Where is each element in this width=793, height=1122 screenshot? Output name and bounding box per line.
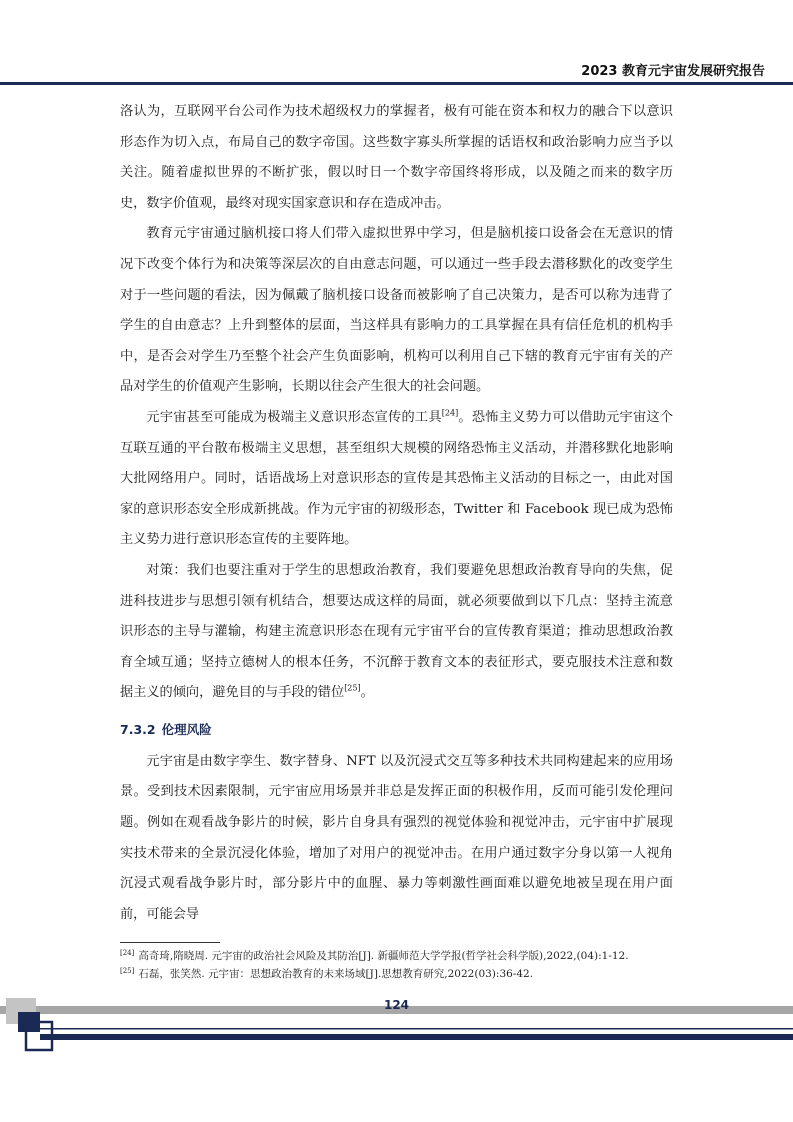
footnote-24 [120,948,680,964]
footer-thin-line [40,1028,793,1030]
citation-25[interactable]: [25] [344,683,361,693]
paragraph-3 [120,403,673,556]
footnote-25 [120,966,680,982]
footnote-text: 石磊，张笑然. 元宇宙：思想政治教育的未来场域[J].思想教育研究,2022(03):36-42. [138,968,534,980]
footnote-mark: [25] [120,966,135,975]
section-number: 7.3.2 [120,721,156,737]
footnote-mark: [24] [120,948,135,957]
report-title: 2023 教育元宇宙发展研究报告 [581,64,765,79]
footnote-rule [120,942,220,943]
header-rule [0,82,793,85]
paragraph-5: 元宇宙是由数字孪生、数字替身、NFT 以及沉浸式交互等多种技术共同构建起来的应用场景。受到技术因素限制，元宇宙应用场景并非总是发挥正面的积极作用，反而可能引发伦理问题。例如在观看战争影片的时候，影片自身具有强烈的视觉体验和视觉冲击，元宇宙中扩展现实技术带来的全景沉浸化体验，增加了对用户的视觉冲击。在用户通过数字分身以第一人视角沉浸式观看战争影片时，部分影片中的血腥、暴力等刺激性画面难以避免地被呈现在用户面前，可能会导 [120,753,673,922]
footer-dark-band [40,1034,793,1040]
paragraph-4-part-a: 对策：我们也要注重对于学生的思想政治教育，我们要避免思想政治教育导向的失焦，促进科技进步与思想引领有机结合，想要达成这样的局面，就必须要做到以下几点：坚持主流意识形态的主导与灌输，构建主流意识形态在现有元宇宙平台的宣传教育渠道；推动思想政治教育全域互通；坚持立德树人的根本任务，不沉醉于教育文本的表征形式，要克服技术注意和数据主义的倾向，避免目的与手段的错位 [120,562,673,701]
section-heading [120,717,673,743]
main-body [120,97,673,930]
paragraph-3-part-a: 元宇宙甚至可能成为极端主义意识形态宣传的工具 [146,409,442,425]
footnote-text: 高奇琦,隋晓周. 元宇宙的政治社会风险及其防治[J]. 新疆师范大学学报(哲学社会科学版),2022,(04):1-12. [138,950,629,962]
section-title: 伦理风险 [161,721,212,737]
citation-24[interactable]: [24] [441,408,459,418]
footnotes [120,948,680,984]
paragraph-4 [120,556,673,709]
paragraph-3-part-b: 。恐怖主义势力可以借助元宇宙这个互联互通的平台散布极端主义思想，甚至组织大规模的网络恐怖主义活动，并潜移默化地影响大批网络用户。同时，话语战场上对意识形态的宣传是其恐怖主义活动的目标之一，由此对国家的意识形态安全形成新挑战。作为元宇宙的初级形态，Twitter 和 Facebook 现已成为恐怖主义势力进行意识形态宣传的主要阵地。 [120,409,674,548]
paragraph-1: 洛认为，互联网平台公司作为技术超级权力的掌握者，极有可能在资本和权力的融合下以意识形态作为切入点，布局自己的数字帝国。这些数字寡头所掌握的话语权和政治影响力应当予以关注。随着虚拟世界的不断扩张，假以时日一个数字帝国终将形成，以及随之而来的数字历史，数字价值观，最终对现实国家意识和存在造成冲击。 [120,104,673,211]
paragraph-4-part-b: 。 [360,685,374,701]
paragraph-2: 教育元宇宙通过脑机接口将人们带入虚拟世界中学习，但是脑机接口设备会在无意识的情况下改变个体行为和决策等深层次的自由意志问题，可以通过一些手段去潜移默化的改变学生对于一些问题的看法，因为佩戴了脑机接口设备而被影响了自己决策力，是否可以称为违背了学生的自由意志？上升到整体的层面，当这样具有影响力的工具掌握在具有信任危机的机构手中，是否会对学生乃至整个社会产生负面影响，机构可以利用自己下辖的教育元宇宙有关的产品对学生的价值观产生影响，长期以往会产生很大的社会问题。 [120,226,673,395]
page-number: 124 [383,998,410,1012]
